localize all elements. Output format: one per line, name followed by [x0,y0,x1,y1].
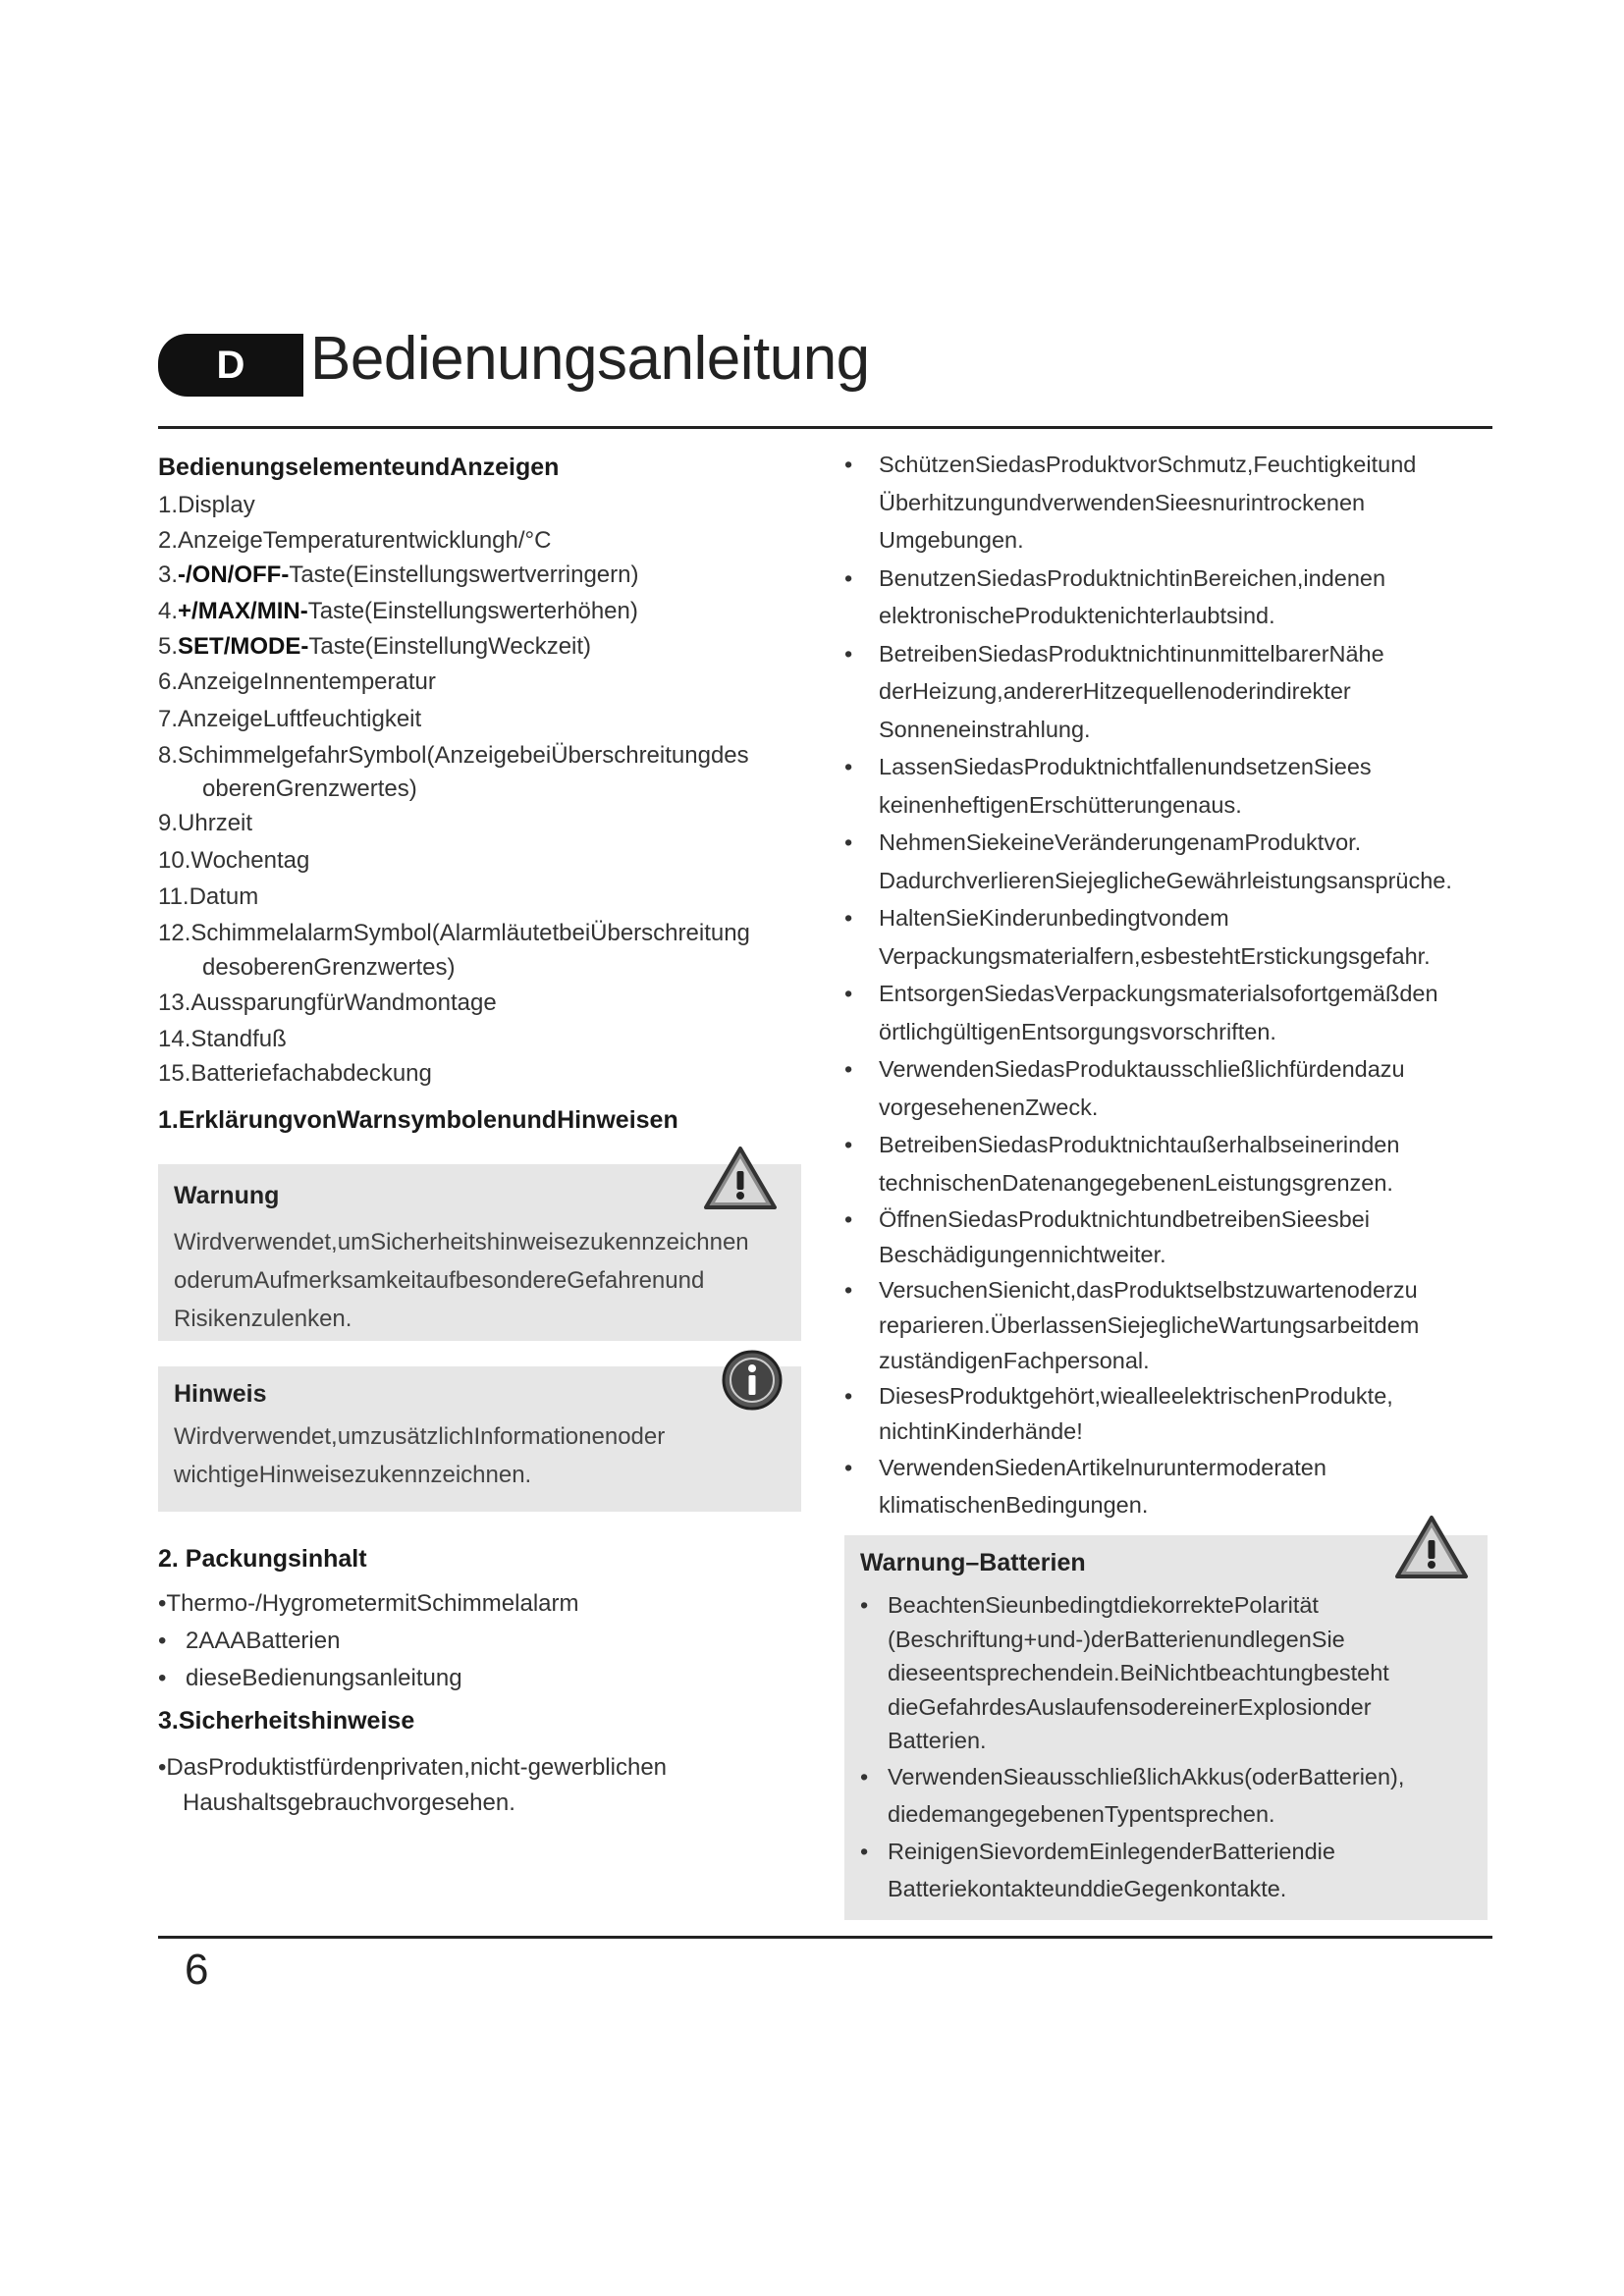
language-badge: D [158,334,303,397]
footer-divider [158,1936,1492,1939]
list-item: 15.Batteriefachabdeckung [158,1060,432,1087]
right-column [844,452,1492,1920]
controls-list [158,488,801,1091]
safety-bullets [844,446,1492,1523]
list-item: 14.Standfuß [158,1026,287,1052]
list-item: 3.-/ON/OFF-Taste(Einstellungswertverringern) [158,561,639,588]
controls-heading: BedienungselementeundAnzeigen [158,454,560,481]
list-item: 4.+/MAX/MIN-Taste(Einstellungswerterhöhen) [158,598,638,624]
list-item-continuation: desoberenGrenzwertes) [202,954,456,981]
list-item: 9.Uhrzeit [158,810,253,836]
bullet-item: • VerwendenSiedenArtikelnuruntermoderaten klimatischenBedingungen. [844,1455,1326,1518]
list-item: • 2AAABatterien [158,1628,341,1654]
warning-triangle-icon [1394,1514,1469,1580]
bullet-item: • EntsorgenSiedasVerpackungsmaterialsofortgemäßden örtlichgültigenEntsorgungsvorschriften. [844,981,1438,1044]
bullet-item: • VersuchenSienicht,dasProduktselbstzuwartenoderzu reparieren.ÜberlassenSiejeglicheWartungsarbeitdem zuständigenFachpersonal. [844,1277,1420,1373]
list-item: 10.Wochentag [158,847,310,874]
bullet-item: • DiesesProduktgehört,wiealleelektrischenProdukte, nichtinKinderhände! [844,1383,1393,1444]
list-item: 5.SET/MODE-Taste(EinstellungWeckzeit) [158,633,592,660]
note-title: Hinweis [174,1380,267,1408]
list-item: 13.AussparungfürWandmontage [158,989,497,1016]
bullet-item: • BetreibenSiedasProduktnichtaußerhalbseinerinden technischenDatenangegebenenLeistungsgrenzen. [844,1132,1400,1196]
list-item: 1.Display [158,492,255,518]
list-item: •DasProduktistfürdenprivaten,nicht-gewerblichen [158,1754,668,1781]
battery-warning-list [860,1588,1479,1907]
section2-heading: 2. Packungsinhalt [158,1545,367,1573]
warning-text: Wirdverwendet,umSicherheitshinweisezukennzeichnen oderumAufmerksamkeitaufbesondereGefahrenund Risikenzulenken. [174,1229,749,1332]
bullet-item: • SchützenSiedasProduktvorSchmutz,Feuchtigkeitund ÜberhitzungundverwendenSieesnurintrockenen Umgebungen. [844,452,1417,553]
note-box [158,1366,801,1512]
warning-box [158,1164,801,1341]
document-title: Bedienungsanleitung [310,325,870,393]
warning-triangle-icon [703,1145,778,1211]
list-item: 6.AnzeigeInnentemperatur [158,668,436,695]
list-item-continuation: oberenGrenzwertes) [202,775,417,802]
warning-title: Warnung [174,1182,280,1209]
bullet-item: • BenutzenSiedasProduktnichtinBereichen,indenen elektronischeProduktenichterlaubtsind. [844,564,1386,628]
bullet-item: • BetreibenSiedasProduktnichtinunmittelbarerNähe derHeizung,andererHitzequellenoderindirekter Sonneneinstrahlung. [844,640,1384,742]
list-item: 7.AnzeigeLuftfeuchtigkeit [158,706,422,732]
info-icon [721,1349,784,1412]
bullet-item: • VerwendenSiedasProduktausschließlichfürdendazu vorgesehenenZweck. [844,1056,1405,1120]
bullet-item: • NehmenSiekeineVeränderungenamProduktvor. DadurchverlierenSiejeglicheGewährleistungsansprüche. [844,829,1452,893]
list-item: • dieseBedienungsanleitung [158,1665,462,1691]
list-item: 8.SchimmelgefahrSymbol(AnzeigebeiÜberschreitungdes [158,742,749,769]
list-item: •Thermo-/HygrometermitSchimmelalarm [158,1590,579,1617]
section3-heading: 3.Sicherheitshinweise [158,1707,415,1735]
page-number: 6 [185,1946,209,1994]
bullet-item: • LassenSiedasProduktnichtfallenundsetzenSiees keinenheftigenErschütterungenaus. [844,754,1372,818]
bullet-item: • BeachtenSieunbedingtdiekorrektePolarität (Beschriftung+und-)derBatterienundlegenSie dieseentsprechendein.BeiNichtbeachtungbesteht dieGefahrdesAuslaufensodereinerExplosionder Batterien. [860,1592,1389,1753]
left-column [158,452,801,1820]
battery-warning-box [844,1535,1488,1920]
header-divider [158,426,1492,429]
list-item: 11.Datum [158,883,259,910]
bullet-item: • ÖffnenSiedasProduktnichtundbetreibenSieesbei Beschädigungennichtweiter. [844,1206,1370,1267]
battery-warning-title: Warnung–Batterien [860,1549,1086,1576]
bullet-item: • ReinigenSievordemEinlegenderBatteriendie BatteriekontakteunddieGegenkontakte. [860,1838,1335,1901]
package-list [158,1585,801,1697]
list-item: 12.SchimmelalarmSymbol(AlarmläutetbeiÜberschreitung [158,920,750,946]
list-item: 2.AnzeigeTemperaturentwicklungh/°C [158,527,552,554]
bullet-item: • HaltenSieKinderunbedingtvondem Verpackungsmaterialfern,esbestehtErstickungsgefahr. [844,905,1431,969]
note-text: Wirdverwendet,umzusätzlichInformationenoder wichtigeHinweisezukennzeichnen. [174,1423,666,1488]
safety-intro [158,1749,801,1820]
section1-heading: 1.ErklärungvonWarnsymbolenundHinweisen [158,1106,678,1134]
bullet-item: • VerwendenSieausschließlichAkkus(oderBatterien), diedemangegebenenTypentsprechen. [860,1763,1405,1827]
list-item-continuation: Haushaltsgebrauchvorgesehen. [183,1789,515,1816]
